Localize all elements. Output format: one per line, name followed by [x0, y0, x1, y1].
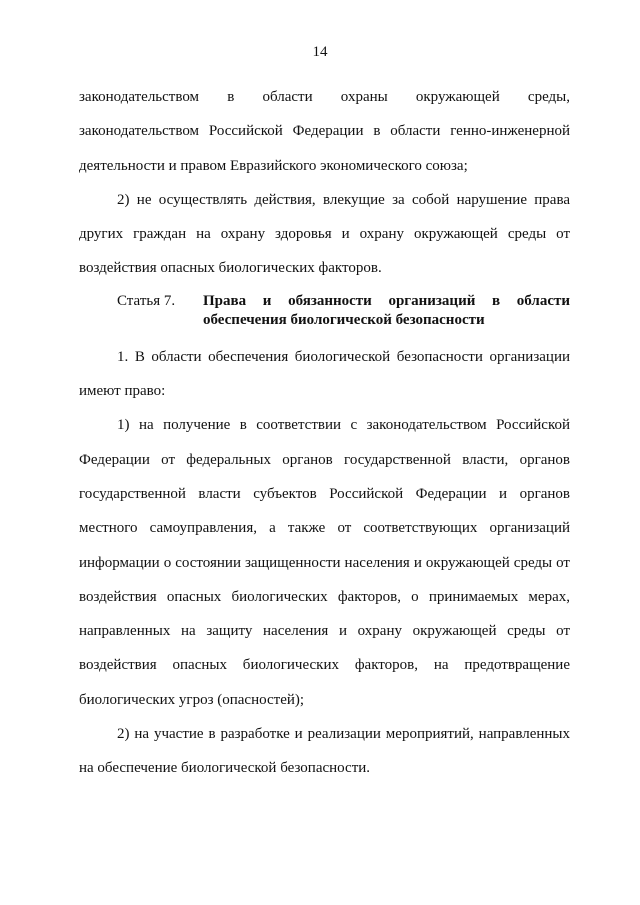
- paragraph-right-2: 2) на участие в разработке и реализации мероприятий, направленных на обеспечение биологической безопасности.: [79, 726, 570, 777]
- document-body: [79, 80, 570, 786]
- paragraph-right-1: 1) на получение в соответствии с законодательством Российской Федерации от федеральных органов государственной власти, органов государственной власти субъектов Российской Федерации и органов местного самоуправления, а также от соответствующих организаций информации о состоянии защищенности населения и окружающей среды от воздействия опасных биологических факторов, о принимаемых мерах, направленных на защиту населения и охрану окружающей среды от воздействия опасных биологических факторов, на предотвращение биологических угроз (опасностей);: [79, 417, 570, 708]
- paragraph-continuation: законодательством в области охраны окружающей среды, законодательством Российской Федерации в области генно-инженерной деятельности и правом Евразийского экономического союза;: [79, 89, 570, 174]
- paragraph-section-1: 1. В области обеспечения биологической безопасности организации имеют право:: [79, 348, 570, 400]
- article-title: Права и обязанности организаций в области обеспечения биологической безопасности: [203, 292, 570, 328]
- paragraph-item-2: 2) не осуществлять действия, влекущие за собой нарушение права других граждан на охрану здоровья и охрану окружающей среды от воздействия опасных биологических факторов.: [79, 191, 570, 277]
- article-label: Статья 7.: [117, 292, 176, 309]
- page-number: 14: [312, 44, 328, 60]
- article-heading: [79, 292, 570, 330]
